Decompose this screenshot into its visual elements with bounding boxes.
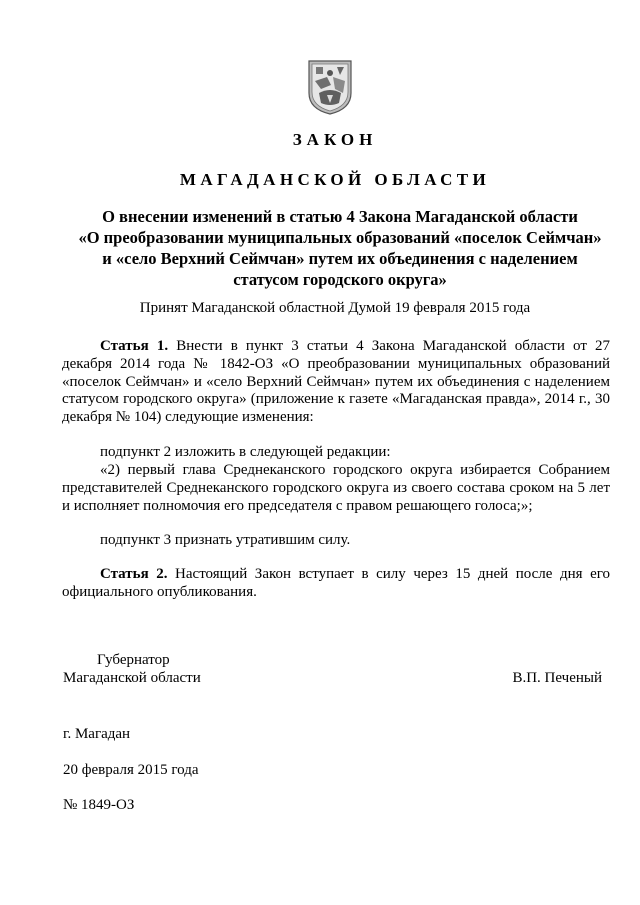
article-1 — [62, 338, 610, 427]
subitem-3-instruction: подпункт 3 признать утратившим силу. — [100, 532, 351, 548]
article-2 — [62, 566, 610, 602]
signatory-region: Магаданской области — [63, 670, 201, 686]
signing-date: 20 февраля 2015 года — [63, 762, 199, 778]
coat-of-arms-icon — [307, 59, 353, 115]
adoption-note: Принят Магаданской областной Думой 19 февраля 2015 года — [139, 300, 531, 316]
law-title-line: О внесении изменений в статью 4 Закона Магаданской области — [102, 207, 578, 226]
law-title — [40, 206, 640, 290]
signatory-name: В.П. Печеный — [512, 670, 602, 686]
law-title-line: статусом городского округа» — [233, 270, 447, 289]
article-1-label: Статья 1. — [100, 338, 169, 354]
article-2-label: Статья 2. — [100, 566, 168, 582]
law-title-line: «О преобразовании муниципальных образований «поселок Сеймчан» — [78, 228, 602, 247]
subitem-2-instruction: подпункт 2 изложить в следующей редакции: — [100, 444, 391, 460]
signatory-title: Губернатор — [97, 652, 170, 668]
article-2-text: Настоящий Закон вступает в силу через 15 дней после дня его официального опубликования. — [62, 566, 611, 600]
subitem-2-new-text: «2) первый глава Среднеканского городского округа избирается Собранием представителей Среднеканского городского округа из своего состава сроком на 5 лет и исполняет полномочия его председателя с правом решающего голоса;»; — [62, 462, 610, 514]
article-1-text: Внести в пункт 3 статьи 4 Закона Магаданской области от 27 декабря 2014 года № 1842-ОЗ «О преобразовании муниципальных образований «поселок Сеймчан» и «село Верхний Сеймчан» путем их объединения с наделением статусом городского округа» (приложение к газете «Магаданская правда», 2014 г., 30 декабря № 104) следующие изменения: — [62, 338, 611, 426]
law-number: № 1849-ОЗ — [63, 797, 135, 813]
signing-city: г. Магадан — [63, 726, 131, 742]
region-heading: МАГАДАНСКОЙ ОБЛАСТИ — [179, 170, 491, 189]
law-title-line: и «село Верхний Сеймчан» путем их объединения с наделением — [102, 249, 578, 268]
document-type-heading: ЗАКОН — [292, 130, 378, 149]
